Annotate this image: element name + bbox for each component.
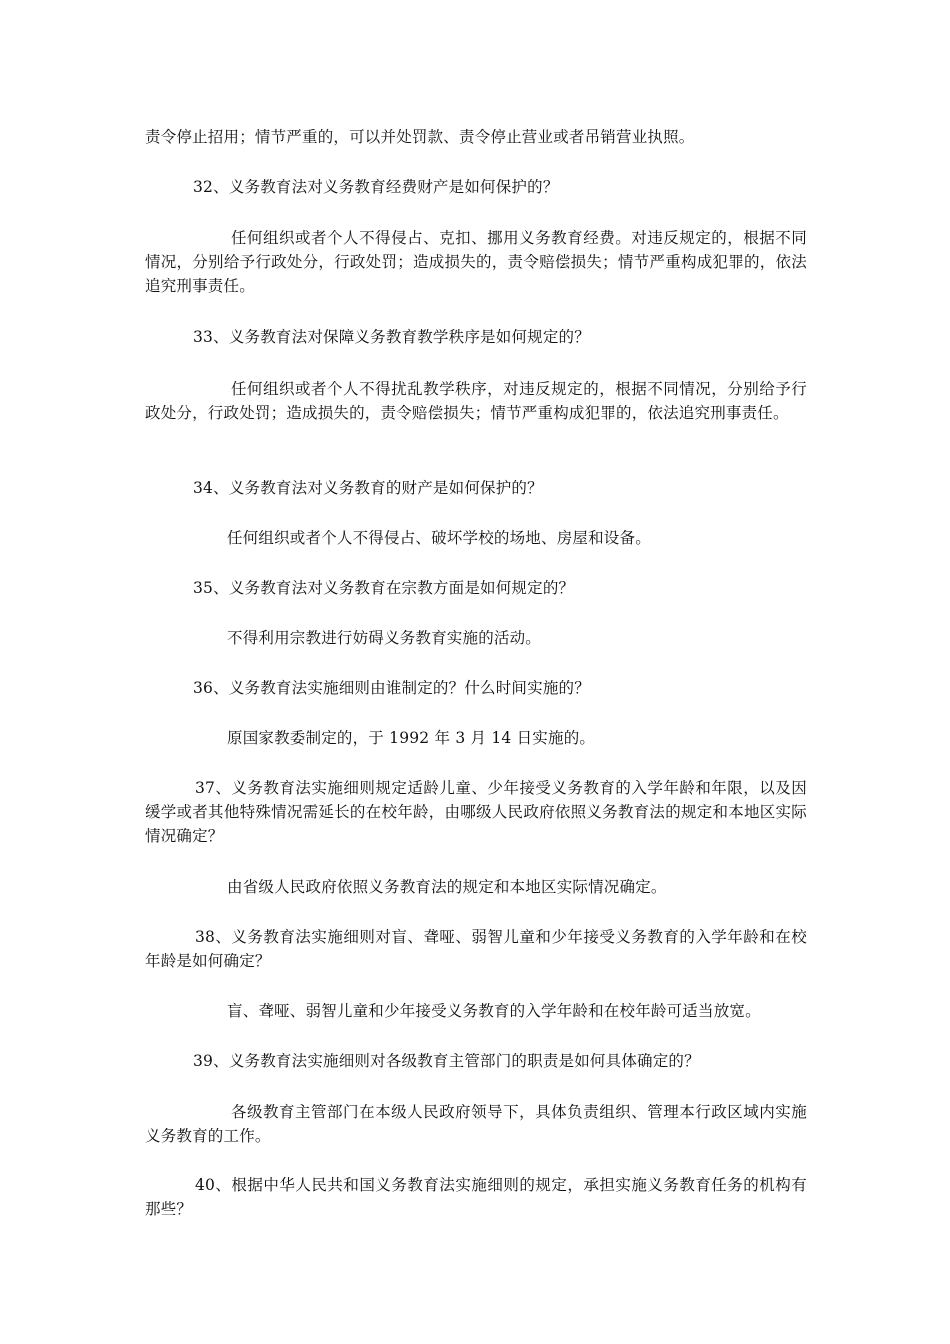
question-40: 40、根据中华人民共和国义务教育法实施细则的规定，承担实施义务教育任务的机构有那些？ bbox=[145, 1176, 807, 1218]
question-32: 32、义务教育法对义务教育经费财产是如何保护的？ bbox=[193, 178, 559, 196]
question-38: 38、义务教育法实施细则对盲、聋哑、弱智儿童和少年接受义务教育的入学年龄和在校年龄是如何确定？ bbox=[145, 928, 807, 970]
question-37: 37、义务教育法实施细则规定适龄儿童、少年接受义务教育的入学年龄和年限，以及因缓学或者其他特殊情况需延长的在校年龄，由哪级人民政府依照义务教育法的规定和本地区实际情况确定？ bbox=[145, 779, 807, 845]
answer-37: 由省级人民政府依照义务教育法的规定和本地区实际情况确定。 bbox=[227, 878, 667, 896]
question-33: 33、义务教育法对保障义务教育教学秩序是如何规定的？ bbox=[193, 328, 590, 346]
answer-32: 任何组织或者个人不得侵占、克扣、挪用义务教育经费。对违反规定的，根据不同情况，分别给予行政处分，行政处罚；造成损失的，责令赔偿损失；情节严重构成犯罪的，依法追究刑事责任。 bbox=[145, 229, 807, 295]
answer-34: 任何组织或者个人不得侵占、破坏学校的场地、房屋和设备。 bbox=[227, 529, 651, 547]
answer-31-tail: 责令停止招用；情节严重的，可以并处罚款、责令停止营业或者吊销营业执照。 bbox=[145, 128, 695, 146]
answer-36: 原国家教委制定的，于 1992 年 3 月 14 日实施的。 bbox=[227, 729, 596, 747]
question-35: 35、义务教育法对义务教育在宗教方面是如何规定的？ bbox=[193, 579, 575, 597]
question-36: 36、义务教育法实施细则由谁制定的？什么时间实施的？ bbox=[193, 679, 590, 697]
question-34: 34、义务教育法对义务教育的财产是如何保护的？ bbox=[193, 479, 543, 497]
answer-33: 任何组织或者个人不得扰乱教学秩序，对违反规定的，根据不同情况，分别给予行政处分，行政处罚；造成损失的，责令赔偿损失；情节严重构成犯罪的，依法追究刑事责任。 bbox=[145, 380, 807, 422]
question-39: 39、义务教育法实施细则对各级教育主管部门的职责是如何具体确定的？ bbox=[193, 1052, 700, 1070]
answer-38: 盲、聋哑、弱智儿童和少年接受义务教育的入学年龄和在校年龄可适当放宽。 bbox=[227, 1002, 761, 1020]
answer-35: 不得利用宗教进行妨碍义务教育实施的活动。 bbox=[227, 629, 542, 647]
answer-39: 各级教育主管部门在本级人民政府领导下，具体负责组织、管理本行政区域内实施义务教育的工作。 bbox=[145, 1103, 807, 1145]
